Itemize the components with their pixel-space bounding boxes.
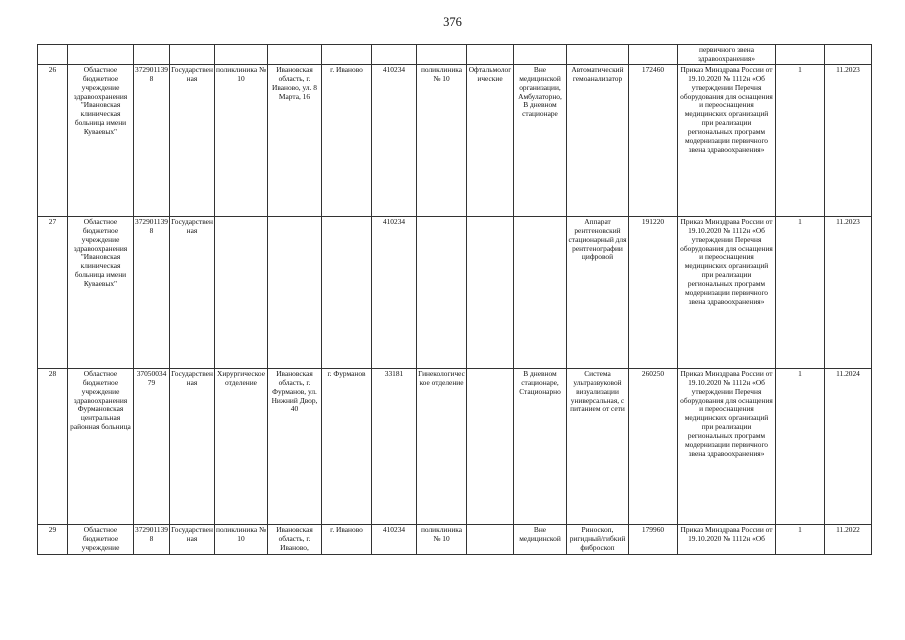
page-number: 376 [443,15,462,29]
cell-num [38,45,68,65]
cell-qty: 1 [776,64,825,216]
cell-unit [215,216,268,368]
cell-code2: 410234 [372,216,417,368]
table-row [38,368,872,524]
cell-equipment: Система ультразвуковой визуализации универсальная, с питанием от сети [567,368,629,524]
cell-org [68,45,134,65]
cell-ownership [170,45,215,65]
cell-num: 26 [38,64,68,216]
cell-ownership: Государственная [170,216,215,368]
cell-city: г. Иваново [322,64,372,216]
cell-org: Областное бюджетное учреждение [68,524,134,554]
cell-org: Областное бюджетное учреждение здравоохранения "Ивановская клиническая больница имени Куваевых" [68,216,134,368]
equipment-registry-table [37,44,872,555]
cell-equipment: Аппарат рентгеновский стационарный для рентгенографии цифровой [567,216,629,368]
cell-num: 29 [38,524,68,554]
cell-unit [215,45,268,65]
cell-document: Приказ Минздрава России от 19.10.2020 № 1112н «Об утверждении Перечня оборудования для оснащения и переоснащения медицинских организаций при реализации региональных программ модернизации первичного звена здравоохранения» [678,368,776,524]
cell-price: 172460 [629,64,678,216]
cell-document: первичного звена здравоохранения» [678,45,776,65]
cell-num: 27 [38,216,68,368]
cell-conditions: Вне медицинской [514,524,567,554]
cell-code: 3705003479 [134,368,170,524]
cell-conditions [514,216,567,368]
cell-num: 28 [38,368,68,524]
cell-code2: 410234 [372,64,417,216]
cell-document: Приказ Минздрава России от 19.10.2020 № 1112н «Об [678,524,776,554]
cell-profile [467,368,514,524]
cell-ownership: Государственная [170,524,215,554]
cell-org: Областное бюджетное учреждение здравоохранения "Ивановская клиническая больница имени Куваевых" [68,64,134,216]
cell-price: 179960 [629,524,678,554]
cell-date: 11.2023 [825,64,872,216]
cell-city [322,216,372,368]
cell-unit: Хирургическое отделение [215,368,268,524]
cell-date: 11.2022 [825,524,872,554]
cell-dept [417,45,467,65]
cell-conditions: Вне медицинской организации, Амбулаторно, В дневном стационаре [514,64,567,216]
cell-equipment: Риноскоп, ригидный/гибкий фиброскоп [567,524,629,554]
cell-address [268,216,322,368]
cell-dept: поликлиника № 10 [417,64,467,216]
cell-address: Ивановская область, г. Иваново, [268,524,322,554]
cell-code2 [372,45,417,65]
cell-price: 191220 [629,216,678,368]
cell-code: 3729011398 [134,216,170,368]
cell-date: 11.2023 [825,216,872,368]
cell-city: г. Иваново [322,524,372,554]
cell-unit: поликлиника № 10 [215,64,268,216]
cell-dept: Гинекологическое отделение [417,368,467,524]
table-row [38,524,872,554]
cell-conditions [514,45,567,65]
cell-equipment: Автоматический гемоанализатор [567,64,629,216]
cell-code: 3729011398 [134,64,170,216]
cell-code [134,45,170,65]
cell-dept: поликлиника № 10 [417,524,467,554]
cell-code2: 410234 [372,524,417,554]
cell-address: Ивановская область, г. Иваново, ул. 8 Марта, 16 [268,64,322,216]
table-row [38,216,872,368]
cell-document: Приказ Минздрава России от 19.10.2020 № 1112н «Об утверждении Перечня оборудования для оснащения и переоснащения медицинских организаций при реализации региональных программ модернизации первичного звена здравоохранения» [678,64,776,216]
cell-address: Ивановская область, г. Фурманов, ул. Нижний Двор, 40 [268,368,322,524]
cell-qty: 1 [776,524,825,554]
cell-qty: 1 [776,368,825,524]
cell-profile: Офтальмологические [467,64,514,216]
cell-profile [467,45,514,65]
cell-address [268,45,322,65]
cell-code: 3729011398 [134,524,170,554]
cell-price: 260250 [629,368,678,524]
cell-qty: 1 [776,216,825,368]
cell-document: Приказ Минздрава России от 19.10.2020 № 1112н «Об утверждении Перечня оборудования для оснащения и переоснащения медицинских организаций при реализации региональных программ модернизации первичного звена здравоохранения» [678,216,776,368]
cell-equipment [567,45,629,65]
cell-city: г. Фурманов [322,368,372,524]
table-row-continuation [38,45,872,65]
cell-org: Областное бюджетное учреждение здравоохранения Фурмановская центральная районная больница [68,368,134,524]
cell-date [825,45,872,65]
cell-profile [467,524,514,554]
cell-price [629,45,678,65]
cell-ownership: Государственная [170,64,215,216]
cell-profile [467,216,514,368]
cell-ownership: Государственная [170,368,215,524]
cell-qty [776,45,825,65]
table-row [38,64,872,216]
cell-date: 11.2024 [825,368,872,524]
cell-city [322,45,372,65]
cell-code2: 33181 [372,368,417,524]
cell-conditions: В дневном стационаре, Стационарно [514,368,567,524]
cell-dept [417,216,467,368]
cell-unit: поликлиника № 10 [215,524,268,554]
